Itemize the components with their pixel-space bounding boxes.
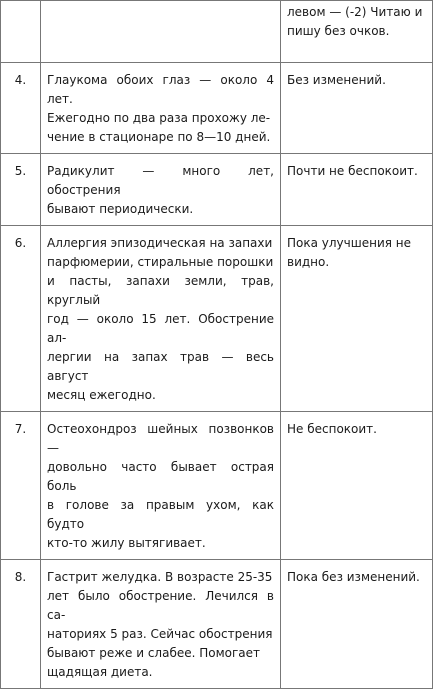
table-row [1, 63, 433, 154]
table-row [1, 154, 433, 226]
table-row [1, 226, 433, 412]
treatment-result: Пока без изменений. [281, 560, 433, 689]
table-row [1, 412, 433, 560]
treatment-result: Не беспокоит. [281, 412, 433, 560]
row-number: 4. [1, 63, 41, 154]
treatment-result: Почти не беспокоит. [281, 154, 433, 226]
row-number: 7. [1, 412, 41, 560]
row-number [1, 1, 41, 63]
treatment-result: левом — (-2) Читаю и пишу без очков. [281, 1, 433, 63]
treatment-result: Пока улучшения не видно. [281, 226, 433, 412]
condition-description: Глаукома обоих глаз — около 4 лет. Ежегодно по два раза прохожу ле- чение в стационаре по 8—10 дней. [41, 63, 281, 154]
condition-description: Гастрит желудка. В возрасте 25-35 лет было обострение. Лечился в са- наториях 5 раз. Сейчас обострения бывают реже и слабее. Помогает щадящая диета. [41, 560, 281, 689]
treatment-result: Без изменений. [281, 63, 433, 154]
row-number: 8. [1, 560, 41, 689]
table-row [1, 560, 433, 689]
row-number: 6. [1, 226, 41, 412]
condition-description: Остеохондроз шейных позвонков — довольно часто бывает острая боль в голове за правым ухом, как будто кто-то жилу вытягивает. [41, 412, 281, 560]
condition-description: Радикулит — много лет, обострения бывают периодически. [41, 154, 281, 226]
row-number: 5. [1, 154, 41, 226]
table-row [1, 1, 433, 63]
condition-description [41, 1, 281, 63]
condition-description: Аллергия эпизодическая на запахи парфюмерии, стиральные порошки и пасты, запахи земли, трав, круглый год — около 15 лет. Обострение ал- лергии на запах трав — весь август месяц ежегодно. [41, 226, 281, 412]
